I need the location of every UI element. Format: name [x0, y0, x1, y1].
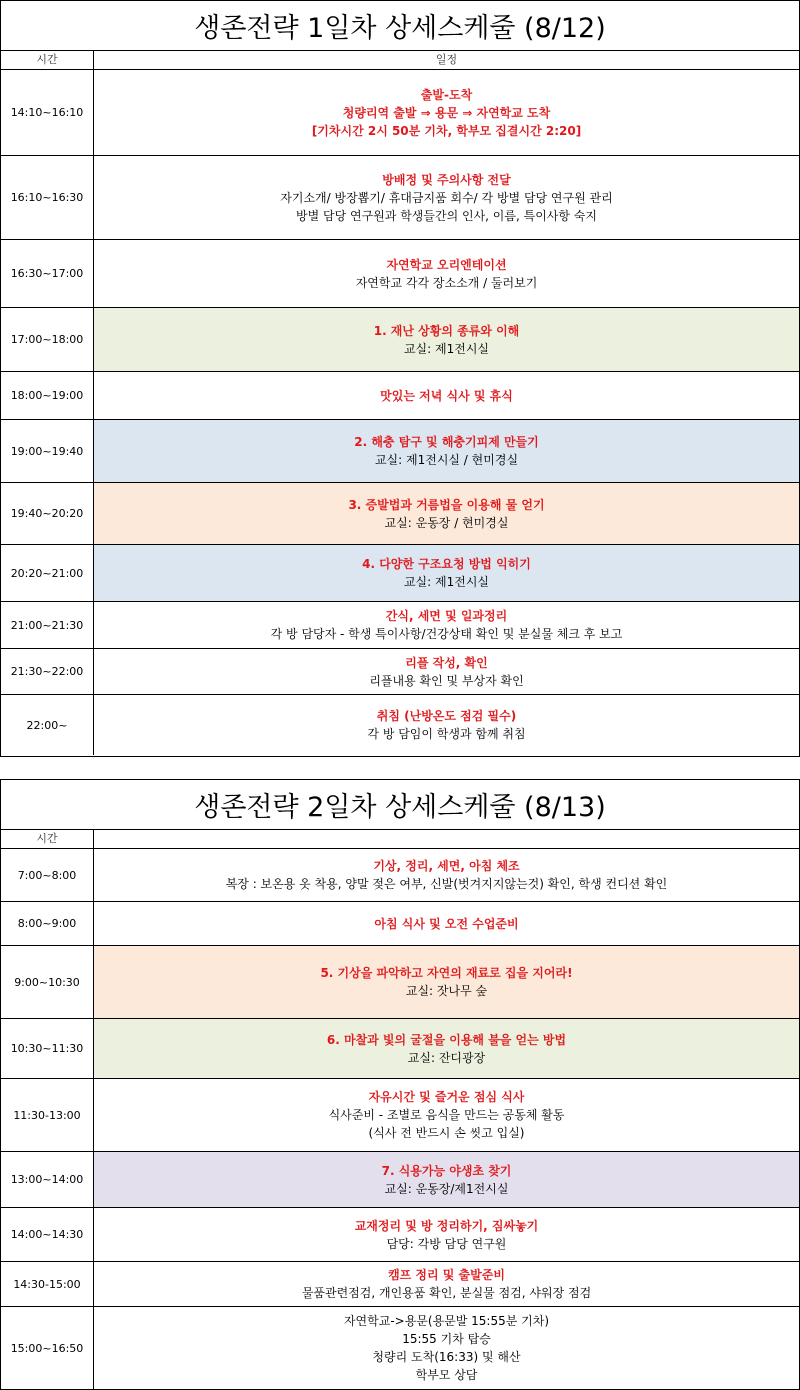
activity-title: 자유시간 및 즐거운 점심 식사 — [368, 1090, 525, 1104]
activity-title: 방배정 및 주의사항 전달 — [382, 172, 511, 187]
row-content — [94, 1152, 799, 1207]
activity-detail: 물품관련점검, 개인용품 확인, 분실물 점검, 샤워장 점검 — [301, 1286, 592, 1300]
activity-title: 7. 식용가능 야생초 찾기 — [381, 1163, 512, 1178]
day1-header-row — [1, 51, 799, 70]
row-content — [94, 545, 799, 601]
row-content — [94, 1208, 799, 1261]
row-time: 14:00~14:30 — [1, 1208, 94, 1261]
activity-detail: 자연학교->용문(용문발 15:55분 기차) — [343, 1314, 550, 1328]
table-row — [1, 1307, 799, 1389]
header-time: 시간 — [1, 830, 94, 848]
row-content — [94, 1079, 799, 1151]
row-content — [94, 420, 799, 482]
row-content — [94, 695, 799, 755]
table-row — [1, 902, 799, 946]
activity-detail: 교실: 제1전시실 — [403, 341, 490, 356]
table-row — [1, 156, 799, 240]
activity-title: 5. 기상을 파악하고 자연의 재료로 집을 지어라! — [320, 966, 573, 980]
day2-schedule-table — [0, 779, 800, 1390]
day2-title: 생존전략 2일차 상세스케줄 (8/13) — [1, 780, 799, 830]
activity-detail: 교실: 제1전시실 / 현미경실 — [374, 453, 519, 467]
activity-detail: 청량리 도착(16:33) 및 해산 — [372, 1350, 521, 1364]
activity-detail: 교실: 운동장 / 현미경실 — [384, 515, 509, 530]
row-time: 13:00~14:00 — [1, 1152, 94, 1207]
row-content — [94, 372, 799, 419]
table-row — [1, 1079, 799, 1152]
header-schedule — [94, 830, 799, 848]
table-row — [1, 70, 799, 156]
day2-header-row — [1, 830, 799, 849]
table-row — [1, 649, 799, 695]
activity-title: 리플 작성, 확인 — [405, 655, 488, 670]
activity-detail: 복장 : 보온용 옷 착용, 양말 젖은 여부, 신발(벗겨지지않는것) 확인, 학생 컨디션 확인 — [225, 877, 668, 891]
day1-title: 생존전략 1일차 상세스케줄 (8/12) — [1, 1, 799, 51]
row-time: 22:00~ — [1, 695, 94, 755]
activity-title: 교재정리 및 방 정리하기, 짐싸놓기 — [354, 1218, 539, 1233]
table-row — [1, 1019, 799, 1079]
activity-title: 아침 식사 및 오전 수업준비 — [374, 916, 519, 931]
activity-title: 자연학교 오리엔테이션 — [386, 257, 507, 272]
activity-detail: 15:55 기차 탑승 — [402, 1332, 491, 1346]
row-time: 21:30~22:00 — [1, 649, 94, 694]
row-content — [94, 946, 799, 1018]
table-row — [1, 545, 799, 602]
activity-title: 취침 (난방온도 점검 필수) — [376, 709, 517, 723]
header-time: 시간 — [1, 51, 94, 69]
row-content — [94, 240, 799, 307]
activity-detail: 담당: 각방 담당 연구원 — [386, 1236, 507, 1251]
activity-detail: 식사준비 - 조별로 음식을 만드는 공동체 활동 — [328, 1108, 565, 1122]
activity-detail: 리플내용 확인 및 부상자 확인 — [369, 673, 524, 688]
row-time: 14:30-15:00 — [1, 1262, 94, 1306]
activity-detail: 청량리역 출발 ⇒ 용문 ⇒ 자연학교 도착 — [342, 105, 551, 120]
table-row — [1, 372, 799, 420]
row-time: 16:10~16:30 — [1, 156, 94, 239]
row-content — [94, 156, 799, 239]
activity-title: 2. 해충 탐구 및 해충기피제 만들기 — [354, 435, 539, 449]
activity-title: 캠프 정리 및 출발준비 — [388, 1268, 505, 1282]
table-row — [1, 483, 799, 545]
activity-title: 간식, 세면 및 일과정리 — [385, 609, 508, 623]
activity-detail: 교실: 잔디광장 — [407, 1050, 486, 1065]
row-content — [94, 902, 799, 945]
row-time: 16:30~17:00 — [1, 240, 94, 307]
activity-detail: 자기소개/ 방장뽑기/ 휴대금지품 회수/ 각 방별 담당 연구원 관리 — [280, 190, 613, 205]
row-time: 21:00~21:30 — [1, 602, 94, 648]
activity-title: 1. 재난 상황의 종류와 이해 — [373, 323, 520, 338]
activity-title: 6. 마찰과 빛의 굴절을 이용해 불을 얻는 방법 — [326, 1032, 567, 1047]
table-row — [1, 946, 799, 1019]
row-time: 17:00~18:00 — [1, 308, 94, 371]
table-row — [1, 1262, 799, 1307]
table-row — [1, 1208, 799, 1262]
row-time: 14:10~16:10 — [1, 70, 94, 155]
activity-detail: 교실: 잣나무 숲 — [405, 984, 488, 998]
row-time: 20:20~21:00 — [1, 545, 94, 601]
row-time: 15:00~16:50 — [1, 1307, 94, 1389]
activity-detail: [기차시간 2시 50분 기차, 학부모 집결시간 2:20] — [311, 123, 582, 138]
activity-title: 맛있는 저녁 식사 및 휴식 — [380, 388, 513, 403]
row-time: 9:00~10:30 — [1, 946, 94, 1018]
activity-detail: 각 방 담임이 학생과 함께 취침 — [367, 727, 526, 741]
row-content — [94, 483, 799, 544]
row-time: 10:30~11:30 — [1, 1019, 94, 1078]
table-row — [1, 602, 799, 649]
activity-detail: 자연학교 각각 장소소개 / 둘러보기 — [355, 275, 538, 290]
activity-title: 3. 증발법과 거름법을 이용해 물 얻기 — [348, 497, 545, 512]
row-content — [94, 602, 799, 648]
row-content — [94, 308, 799, 371]
activity-detail: 학부모 상담 — [415, 1368, 478, 1382]
row-content — [94, 1019, 799, 1078]
row-time: 18:00~19:00 — [1, 372, 94, 419]
row-content — [94, 1262, 799, 1306]
row-time: 8:00~9:00 — [1, 902, 94, 945]
activity-title: 출발-도착 — [420, 87, 473, 102]
activity-detail: 교실: 제1전시실 — [403, 575, 490, 589]
table-row — [1, 420, 799, 483]
activity-title: 기상, 정리, 세면, 아침 체조 — [373, 859, 520, 873]
table-row — [1, 695, 799, 755]
row-time: 19:00~19:40 — [1, 420, 94, 482]
activity-title: 4. 다양한 구조요청 방법 익히기 — [362, 557, 531, 571]
table-row — [1, 240, 799, 308]
activity-detail: 교실: 운동장/제1전시실 — [384, 1181, 509, 1196]
row-content — [94, 70, 799, 155]
activity-detail: (식사 전 반드시 손 씻고 입실) — [368, 1126, 525, 1140]
row-time: 7:00~8:00 — [1, 849, 94, 901]
row-content — [94, 1307, 799, 1389]
table-row — [1, 1152, 799, 1208]
header-schedule: 일정 — [435, 53, 458, 66]
activity-detail: 각 방 담당자 - 학생 특이사항/건강상태 확인 및 분실물 체크 후 보고 — [270, 627, 623, 641]
row-content — [94, 849, 799, 901]
activity-detail: 방별 담당 연구원과 학생들간의 인사, 이름, 특이사항 숙지 — [296, 208, 597, 223]
table-row — [1, 849, 799, 902]
table-row — [1, 308, 799, 372]
row-time: 19:40~20:20 — [1, 483, 94, 544]
row-content — [94, 649, 799, 694]
row-time: 11:30-13:00 — [1, 1079, 94, 1151]
